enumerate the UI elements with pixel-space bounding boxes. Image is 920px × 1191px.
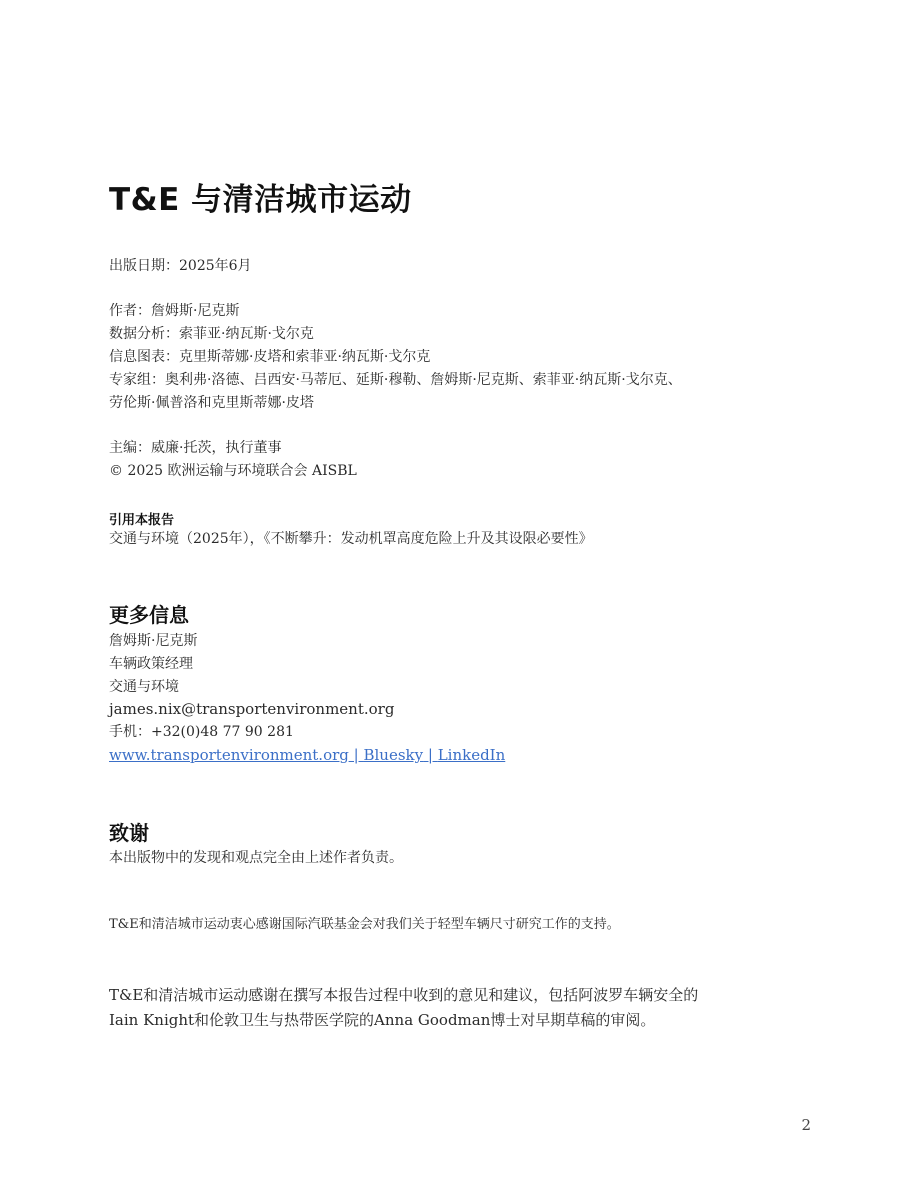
citation-text: 交通与环境（2025年），《不断攀升：发动机罩高度危险上升及其设限必要性》	[109, 531, 593, 547]
acknowledgements-paragraph-3: T&E和清洁城市运动感谢在撰写本报告过程中收到的意见和建议，包括阿波罗车辆安全的	[109, 986, 699, 1004]
infographics-credit: 信息图表：克里斯蒂娜·皮塔和索菲亚·纳瓦斯·戈尔克	[109, 349, 431, 365]
website-link[interactable]: www.transportenvironment.org	[109, 746, 349, 764]
chief-editor: 主编：威廉·托茨，执行董事	[109, 440, 282, 456]
contact-email: james.nix@transportenvironment.org	[109, 700, 395, 718]
acknowledgements-heading: 致谢	[109, 821, 149, 845]
data-analysis-credit: 数据分析：索菲亚·纳瓦斯·戈尔克	[109, 326, 314, 342]
page-number: 2	[801, 1116, 811, 1134]
citation-heading: 引用本报告	[109, 513, 175, 528]
more-info-heading: 更多信息	[109, 603, 189, 627]
acknowledgements-paragraph-1: 本出版物中的发现和观点完全由上述作者负责。	[109, 850, 403, 866]
publication-date: 出版日期：2025年6月	[109, 258, 252, 274]
contact-links	[109, 745, 505, 765]
link-separator: |	[348, 746, 364, 764]
author-credit: 作者：詹姆斯·尼克斯	[109, 303, 240, 319]
link-separator: |	[423, 746, 438, 764]
page-title: T&E 与清洁城市运动	[109, 182, 412, 218]
document-page	[109, 0, 809, 1191]
copyright-notice: © 2025 欧洲运输与环境联合会 AISBL	[109, 463, 357, 479]
acknowledgements-paragraph-3-continued: Iain Knight和伦敦卫生与热带医学院的Anna Goodman博士对早期草稿的审阅。	[109, 1011, 656, 1029]
contact-name: 詹姆斯·尼克斯	[109, 633, 198, 649]
contact-role: 车辆政策经理	[109, 656, 193, 672]
contact-organization: 交通与环境	[109, 679, 179, 695]
contact-phone: 手机：+32(0)48 77 90 281	[109, 724, 294, 740]
expert-group-credit: 专家组：奥利弗·洛德、吕西安·马蒂厄、延斯·穆勒、詹姆斯·尼克斯、索菲亚·纳瓦斯·戈尔克、	[109, 372, 682, 388]
expert-group-credit-continued: 劳伦斯·佩普洛和克里斯蒂娜·皮塔	[109, 395, 314, 411]
acknowledgements-paragraph-2: T&E和清洁城市运动衷心感谢国际汽联基金会对我们关于轻型车辆尺寸研究工作的支持。	[109, 917, 620, 932]
bluesky-link[interactable]: Bluesky	[363, 746, 424, 764]
linkedin-link[interactable]: LinkedIn	[437, 746, 506, 764]
